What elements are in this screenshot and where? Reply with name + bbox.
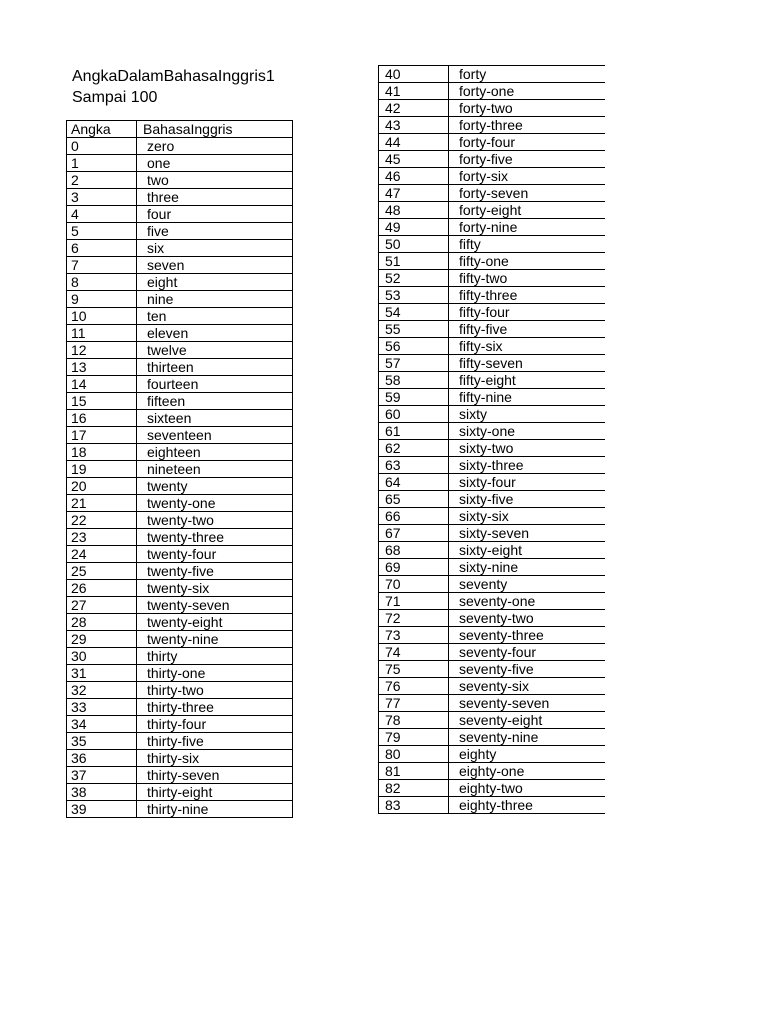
- table-row: [379, 695, 605, 712]
- number-cell: 43: [379, 117, 449, 134]
- table-row: [379, 287, 605, 304]
- table-row: [379, 151, 605, 168]
- table-row: [67, 495, 293, 512]
- table-row: [67, 512, 293, 529]
- table-row: [379, 389, 605, 406]
- table-row: [379, 627, 605, 644]
- table-row: [379, 491, 605, 508]
- table-row: [379, 100, 605, 117]
- table-row: [379, 406, 605, 423]
- english-word-cell: forty-two: [449, 100, 605, 117]
- english-word-cell: zero: [137, 138, 293, 155]
- english-word-cell: sixty-six: [449, 508, 605, 525]
- number-cell: 36: [67, 750, 137, 767]
- number-cell: 28: [67, 614, 137, 631]
- english-word-cell: seventy-seven: [449, 695, 605, 712]
- number-cell: 17: [67, 427, 137, 444]
- number-cell: 80: [379, 746, 449, 763]
- table-row: [379, 610, 605, 627]
- english-word-cell: twelve: [137, 342, 293, 359]
- number-cell: 52: [379, 270, 449, 287]
- table-row: [67, 699, 293, 716]
- english-word-cell: sixty-nine: [449, 559, 605, 576]
- english-word-cell: thirty-one: [137, 665, 293, 682]
- table-row: [67, 206, 293, 223]
- english-word-cell: twenty-four: [137, 546, 293, 563]
- table-row: [379, 338, 605, 355]
- number-cell: 16: [67, 410, 137, 427]
- table-row: [379, 780, 605, 797]
- english-word-cell: fifty-five: [449, 321, 605, 338]
- number-cell: 6: [67, 240, 137, 257]
- english-word-cell: twenty: [137, 478, 293, 495]
- number-cell: 8: [67, 274, 137, 291]
- table-row: [379, 644, 605, 661]
- english-word-cell: sixty-two: [449, 440, 605, 457]
- english-word-cell: three: [137, 189, 293, 206]
- english-word-cell: eleven: [137, 325, 293, 342]
- english-word-cell: ten: [137, 308, 293, 325]
- number-cell: 65: [379, 491, 449, 508]
- table-row: [67, 410, 293, 427]
- number-cell: 12: [67, 342, 137, 359]
- column-header-angka: Angka: [67, 121, 137, 138]
- number-cell: 33: [67, 699, 137, 716]
- number-cell: 3: [67, 189, 137, 206]
- number-cell: 7: [67, 257, 137, 274]
- english-word-cell: forty-three: [449, 117, 605, 134]
- english-word-cell: sixty-eight: [449, 542, 605, 559]
- english-word-cell: fifty-nine: [449, 389, 605, 406]
- table-row: [67, 444, 293, 461]
- number-cell: 70: [379, 576, 449, 593]
- english-word-cell: sixty-three: [449, 457, 605, 474]
- table-row: [67, 563, 293, 580]
- number-cell: 34: [67, 716, 137, 733]
- english-word-cell: thirty-eight: [137, 784, 293, 801]
- number-cell: 48: [379, 202, 449, 219]
- number-cell: 61: [379, 423, 449, 440]
- number-cell: 56: [379, 338, 449, 355]
- table-row: [67, 240, 293, 257]
- number-cell: 24: [67, 546, 137, 563]
- number-cell: 5: [67, 223, 137, 240]
- english-word-cell: eighty-three: [449, 797, 605, 814]
- number-cell: 62: [379, 440, 449, 457]
- english-word-cell: twenty-two: [137, 512, 293, 529]
- english-word-cell: four: [137, 206, 293, 223]
- table-row: [379, 508, 605, 525]
- number-cell: 23: [67, 529, 137, 546]
- english-word-cell: forty-one: [449, 83, 605, 100]
- english-word-cell: twenty-three: [137, 529, 293, 546]
- table-row: [379, 219, 605, 236]
- number-cell: 46: [379, 168, 449, 185]
- table-row: [379, 729, 605, 746]
- english-word-cell: twenty-one: [137, 495, 293, 512]
- table-row: [67, 580, 293, 597]
- english-word-cell: thirty-six: [137, 750, 293, 767]
- english-word-cell: thirteen: [137, 359, 293, 376]
- number-cell: 51: [379, 253, 449, 270]
- english-word-cell: nineteen: [137, 461, 293, 478]
- table-row: [379, 525, 605, 542]
- english-word-cell: sixty-four: [449, 474, 605, 491]
- number-cell: 27: [67, 597, 137, 614]
- number-cell: 68: [379, 542, 449, 559]
- number-cell: 32: [67, 682, 137, 699]
- table-row: [379, 134, 605, 151]
- number-cell: 38: [67, 784, 137, 801]
- table-row: [379, 372, 605, 389]
- column-header-bahasa-inggris: BahasaInggris: [137, 121, 293, 138]
- number-cell: 25: [67, 563, 137, 580]
- number-cell: 49: [379, 219, 449, 236]
- english-word-cell: seventy-six: [449, 678, 605, 695]
- table-row: [67, 648, 293, 665]
- table-row: [67, 308, 293, 325]
- number-cell: 76: [379, 678, 449, 695]
- number-cell: 0: [67, 138, 137, 155]
- english-word-cell: seventy-nine: [449, 729, 605, 746]
- english-word-cell: seventeen: [137, 427, 293, 444]
- table-row: [67, 359, 293, 376]
- title-line-2: Sampai 100: [72, 89, 158, 106]
- english-word-cell: forty-seven: [449, 185, 605, 202]
- table-row: [67, 682, 293, 699]
- number-cell: 4: [67, 206, 137, 223]
- table-row: [379, 712, 605, 729]
- table-row: [379, 117, 605, 134]
- left-table-body: [67, 138, 293, 818]
- number-cell: 53: [379, 287, 449, 304]
- number-cell: 20: [67, 478, 137, 495]
- english-word-cell: fifty-six: [449, 338, 605, 355]
- english-word-cell: thirty: [137, 648, 293, 665]
- number-cell: 1: [67, 155, 137, 172]
- english-word-cell: fifty: [449, 236, 605, 253]
- table-row: [379, 763, 605, 780]
- english-word-cell: thirty-three: [137, 699, 293, 716]
- english-word-cell: seven: [137, 257, 293, 274]
- number-cell: 79: [379, 729, 449, 746]
- number-cell: 2: [67, 172, 137, 189]
- table-row: [379, 270, 605, 287]
- table-row: [67, 529, 293, 546]
- table-row: [67, 784, 293, 801]
- english-word-cell: seventy-two: [449, 610, 605, 627]
- english-word-cell: sixty-one: [449, 423, 605, 440]
- english-word-cell: thirty-four: [137, 716, 293, 733]
- number-cell: 47: [379, 185, 449, 202]
- table-row: [379, 593, 605, 610]
- english-word-cell: nine: [137, 291, 293, 308]
- english-word-cell: seventy-eight: [449, 712, 605, 729]
- number-cell: 31: [67, 665, 137, 682]
- english-word-cell: seventy-three: [449, 627, 605, 644]
- number-cell: 67: [379, 525, 449, 542]
- table-row: [379, 202, 605, 219]
- table-row: [379, 797, 605, 814]
- number-cell: 60: [379, 406, 449, 423]
- english-word-cell: forty-four: [449, 134, 605, 151]
- english-word-cell: twenty-nine: [137, 631, 293, 648]
- table-row: [379, 304, 605, 321]
- title-line-1: AngkaDalamBahasaInggris1: [72, 68, 275, 85]
- english-word-cell: forty-six: [449, 168, 605, 185]
- english-word-cell: fifty-two: [449, 270, 605, 287]
- number-cell: 72: [379, 610, 449, 627]
- number-cell: 35: [67, 733, 137, 750]
- number-cell: 11: [67, 325, 137, 342]
- english-word-cell: fifteen: [137, 393, 293, 410]
- table-row: [67, 597, 293, 614]
- english-word-cell: sixty-five: [449, 491, 605, 508]
- number-cell: 83: [379, 797, 449, 814]
- number-cell: 10: [67, 308, 137, 325]
- table-row: [379, 321, 605, 338]
- table-row: [379, 355, 605, 372]
- number-cell: 40: [379, 66, 449, 83]
- english-word-cell: eighty-two: [449, 780, 605, 797]
- table-row: [67, 767, 293, 784]
- english-word-cell: forty-eight: [449, 202, 605, 219]
- english-word-cell: forty: [449, 66, 605, 83]
- english-word-cell: sixty-seven: [449, 525, 605, 542]
- table-row: [379, 474, 605, 491]
- number-cell: 21: [67, 495, 137, 512]
- table-row: [67, 257, 293, 274]
- english-word-cell: forty-five: [449, 151, 605, 168]
- table-row: [379, 253, 605, 270]
- table-row: [67, 427, 293, 444]
- english-word-cell: eighty: [449, 746, 605, 763]
- number-cell: 75: [379, 661, 449, 678]
- table-row: [379, 168, 605, 185]
- table-row: [379, 576, 605, 593]
- english-word-cell: eight: [137, 274, 293, 291]
- english-word-cell: forty-nine: [449, 219, 605, 236]
- english-word-cell: thirty-two: [137, 682, 293, 699]
- table-row: [379, 236, 605, 253]
- english-word-cell: thirty-five: [137, 733, 293, 750]
- table-row: [379, 457, 605, 474]
- english-word-cell: thirty-nine: [137, 801, 293, 818]
- english-word-cell: twenty-eight: [137, 614, 293, 631]
- table-row: [379, 661, 605, 678]
- table-row: [379, 66, 605, 83]
- english-word-cell: eighty-one: [449, 763, 605, 780]
- table-row: [67, 393, 293, 410]
- table-row: [67, 155, 293, 172]
- number-cell: 74: [379, 644, 449, 661]
- english-word-cell: thirty-seven: [137, 767, 293, 784]
- number-table-right: [378, 65, 605, 814]
- table-row: [67, 376, 293, 393]
- table-row: [379, 185, 605, 202]
- english-word-cell: fifty-seven: [449, 355, 605, 372]
- table-row: [67, 614, 293, 631]
- number-cell: 9: [67, 291, 137, 308]
- table-row: [67, 546, 293, 563]
- english-word-cell: fifty-three: [449, 287, 605, 304]
- number-cell: 26: [67, 580, 137, 597]
- english-word-cell: fifty-one: [449, 253, 605, 270]
- english-word-cell: eighteen: [137, 444, 293, 461]
- table-row: [67, 750, 293, 767]
- table-row: [67, 138, 293, 155]
- table-row: [67, 342, 293, 359]
- table-row: [379, 440, 605, 457]
- number-cell: 44: [379, 134, 449, 151]
- table-row: [379, 542, 605, 559]
- number-cell: 42: [379, 100, 449, 117]
- english-word-cell: twenty-five: [137, 563, 293, 580]
- number-cell: 81: [379, 763, 449, 780]
- english-word-cell: fifty-four: [449, 304, 605, 321]
- table-row: [67, 325, 293, 342]
- number-cell: 19: [67, 461, 137, 478]
- number-cell: 50: [379, 236, 449, 253]
- number-cell: 14: [67, 376, 137, 393]
- table-row: [67, 189, 293, 206]
- number-cell: 71: [379, 593, 449, 610]
- english-word-cell: seventy-five: [449, 661, 605, 678]
- table-row: [67, 801, 293, 818]
- number-cell: 13: [67, 359, 137, 376]
- number-cell: 39: [67, 801, 137, 818]
- english-word-cell: fifty-eight: [449, 372, 605, 389]
- number-cell: 55: [379, 321, 449, 338]
- table-row: [67, 274, 293, 291]
- number-cell: 63: [379, 457, 449, 474]
- table-row: [67, 478, 293, 495]
- number-cell: 15: [67, 393, 137, 410]
- table-header-row: [67, 121, 293, 138]
- table-row: [379, 423, 605, 440]
- english-word-cell: one: [137, 155, 293, 172]
- table-row: [67, 223, 293, 240]
- english-word-cell: twenty-six: [137, 580, 293, 597]
- english-word-cell: five: [137, 223, 293, 240]
- table-row: [379, 559, 605, 576]
- english-word-cell: sixteen: [137, 410, 293, 427]
- english-word-cell: twenty-seven: [137, 597, 293, 614]
- page-title: [72, 66, 312, 108]
- number-cell: 41: [379, 83, 449, 100]
- number-cell: 69: [379, 559, 449, 576]
- number-cell: 59: [379, 389, 449, 406]
- number-cell: 64: [379, 474, 449, 491]
- number-cell: 66: [379, 508, 449, 525]
- english-word-cell: seventy: [449, 576, 605, 593]
- table-row: [67, 733, 293, 750]
- table-row: [67, 461, 293, 478]
- english-word-cell: six: [137, 240, 293, 257]
- table-row: [379, 83, 605, 100]
- table-row: [379, 746, 605, 763]
- english-word-cell: fourteen: [137, 376, 293, 393]
- number-cell: 77: [379, 695, 449, 712]
- number-cell: 54: [379, 304, 449, 321]
- number-cell: 30: [67, 648, 137, 665]
- number-cell: 45: [379, 151, 449, 168]
- number-cell: 58: [379, 372, 449, 389]
- english-word-cell: two: [137, 172, 293, 189]
- number-cell: 29: [67, 631, 137, 648]
- table-row: [67, 172, 293, 189]
- table-row: [67, 291, 293, 308]
- number-cell: 78: [379, 712, 449, 729]
- number-cell: 57: [379, 355, 449, 372]
- table-row: [379, 678, 605, 695]
- number-cell: 18: [67, 444, 137, 461]
- number-cell: 22: [67, 512, 137, 529]
- right-table-body: [379, 66, 605, 814]
- number-table-left: [66, 120, 293, 818]
- table-row: [67, 631, 293, 648]
- number-cell: 37: [67, 767, 137, 784]
- number-cell: 82: [379, 780, 449, 797]
- english-word-cell: seventy-one: [449, 593, 605, 610]
- english-word-cell: sixty: [449, 406, 605, 423]
- table-row: [67, 665, 293, 682]
- english-word-cell: seventy-four: [449, 644, 605, 661]
- table-row: [67, 716, 293, 733]
- number-cell: 73: [379, 627, 449, 644]
